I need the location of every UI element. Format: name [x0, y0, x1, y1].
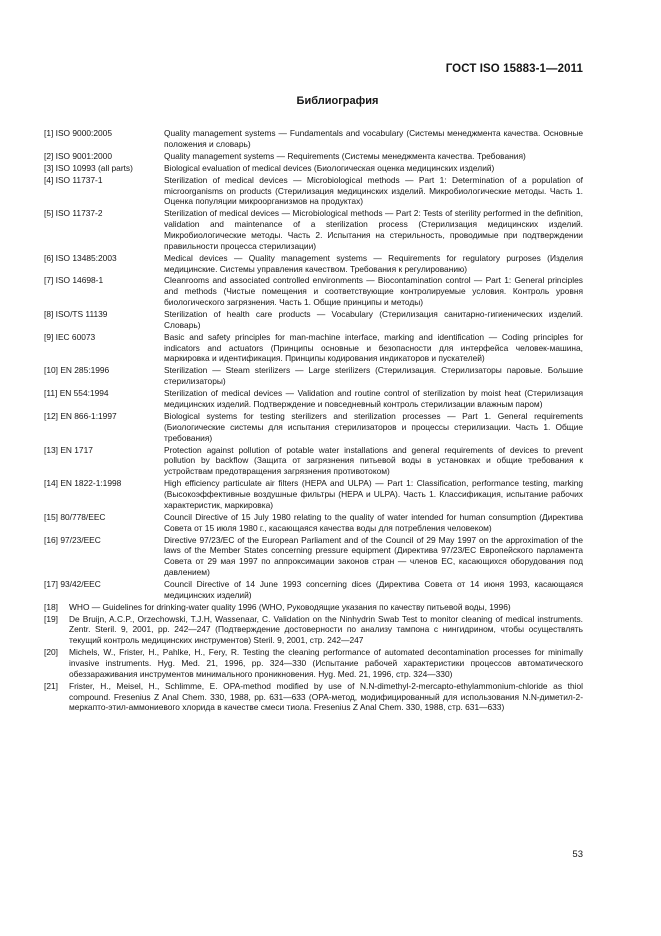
ref-code: [12] EN 866-1:1997: [44, 410, 117, 421]
list-item: [44, 478, 583, 510]
ref-code: [4] ISO 11737-1: [44, 174, 103, 185]
list-item: [44, 175, 583, 207]
ref-number: [18]: [44, 601, 58, 612]
list-item: [44, 365, 583, 387]
ref-text: High efficiency particulate air filters (HEPA and ULPA) — Part 1: Classification, performance testing, marking (Высокоэффективные воздушные фильтры (HEPA и ULPA). Часть 1. Классификация, испытание рабочих характеристик, маркировка): [164, 478, 583, 510]
ref-text: Directive 97/23/EC of the European Parliament and of the Council of 29 May 1997 on the approximation of the laws of the Member States concerning pressure equipment (Директива 97/23/ЕС Европейского парламента Совета от 29 мая 1997 по аппроксимации законов стран — членов ЕС, касающихся оборудования под давлением): [164, 534, 583, 577]
ref-code: [17] 93/42/EEC: [44, 578, 101, 589]
ref-text: Medical devices — Quality management systems — Requirements for regulatory purposes (Изделия медицинские. Системы управления качеством. Требования к регулированию): [164, 252, 583, 274]
ref-text: WHO — Guidelines for drinking-water quality 1996 (WHO, Руководящие указания по качеству питьевой воды, 1996): [69, 601, 511, 612]
ref-text: Cleanrooms and associated controlled environments — Biocontamination control — Part 1: General principles and methods (Чистые помещения и соответствующие контролируемые условия. Контроль уровня биологического загрязнения. Часть 1. Общие принципы и методы): [164, 275, 583, 308]
list-item: [44, 128, 583, 150]
ref-text: Protection against pollution of potable water installations and general requirements of devices to prevent pollution by backflow (Защита от загрязнения питьевой воды в установках и общие требования к устройствам предотвращения загрязнения противотоком): [164, 444, 583, 477]
ref-code: [10] EN 285:1996: [44, 365, 110, 376]
ref-text: Sterilization of medical devices — Microbiological methods — Part 1: Determination of a population of microorganisms on products (Стерилизация медицинских изделий. Микробиологические методы. Часть 1. Оценка популяции микроорганизмов на продуктах): [164, 174, 583, 207]
document-code-header: ГОСТ ISO 15883-1—2011: [445, 63, 583, 75]
list-item: [44, 445, 583, 477]
ref-code: [8] ISO/TS 11139: [44, 309, 108, 320]
ref-code: [13] EN 1717: [44, 444, 93, 455]
list-item: [44, 253, 583, 275]
ref-text: De Bruijn, A.C.P., Orzechowski, T.J.H, Wassenaar, C. Validation on the Ninhydrin Swab Test to monitor cleaning of medical instruments. Zentr. Steril. 9, 2001, pp. 242—247 (Подтверждение достоверности по анализу тампона с нингидрином, чтобы осуществлять текущий контроль медицинских инструментов) Steril. 9, 2001, стр. 242—247: [69, 613, 583, 646]
list-item: [44, 614, 583, 646]
ref-text: Basic and safety principles for man-machine interface, marking and identification — Coding principles for indicators and actuators (Принципы основные и безопасности для интерфейса человек-машина, маркировка и идентификация. Принципы кодирования индикаторов и пускателей): [164, 331, 583, 364]
ref-code: [15] 80/778/EEC: [44, 511, 106, 522]
list-item: [44, 208, 583, 251]
ref-text: Frister, H., Meisel, H., Schlimme, E. OPA-method modified by use of N.N-dimethyl-2-mercapto-ethylammonium-chloride as thiol compound. Fresenius Z Anal Chem. 330, 1988, pp. 631—633 (OPA-метод, модифицированный для использования N.N-диметил-2-меркапто-этил-аммониевого хлорида в качестве смеси тиола. Fresenius Z Anal Chem. 330, 1988, стр. 631—633): [69, 680, 583, 713]
ref-text: Council Directive of 14 June 1993 concerning dices (Директива Совета от 14 июня 1993, касающаяся медицинских изделий): [164, 578, 583, 600]
ref-code: [6] ISO 13485:2003: [44, 252, 117, 263]
ref-code: [7] ISO 14698-1: [44, 275, 104, 286]
ref-text: Sterilization of medical devices — Validation and routine control of sterilization by moist heat (Стерилизация медицинских изделий. Подтверждение и повседневный контроль стерилизации влажным паром): [164, 388, 583, 409]
list-item: [44, 535, 583, 578]
bibliography-list: [44, 128, 583, 714]
list-item: [44, 163, 583, 174]
ref-text: Sterilization — Steam sterilizers — Large sterilizers (Стерилизация. Стерилизаторы паровые. Большие стерилизаторы): [164, 365, 583, 387]
ref-code: [2] ISO 9001:2000: [44, 150, 112, 161]
ref-number: [20]: [44, 647, 58, 658]
ref-text: Michels, W., Frister, H., Pahlke, H., Fery, R. Testing the cleaning performance of automated decontamination processes for minimally invasive instruments. Hyg. Med. 21, 1996, pp. 324—330 (Испытание рабочей характеристики процессов автоматического обеззараживания инструментов минимального проникновения. Hyg. Med. 21, 1996, стр. 324—330): [69, 647, 583, 679]
ref-code: [1] ISO 9000:2005: [44, 128, 112, 138]
ref-code: [11] EN 554:1994: [44, 388, 109, 399]
section-title: Библиография: [296, 95, 379, 107]
list-item: [44, 332, 583, 364]
ref-code: [14] EN 1822-1:1998: [44, 478, 122, 489]
page-number: 53: [572, 849, 583, 860]
ref-text: Quality management systems — Fundamentals and vocabulary (Системы менеджмента качества. Основные положения и словарь): [164, 128, 583, 149]
ref-text: Sterilization of medical devices — Microbiological methods — Part 2: Tests of sterility performed in the definition, validation and maintenance of a sterilization process (Стерилизация медицинских изделий. Микробиологические методы. Часть 2. Испытания на стерильность, проводимые при подтверждении правильности процесса стерилизации): [164, 208, 583, 251]
list-item: [44, 151, 583, 162]
ref-text: Biological systems for testing sterilizers and sterilization processes — Part 1. General requirements (Биологические системы для испытания стерилизаторов и процессы стерилизации. Часть 1. Общие требования): [164, 410, 583, 443]
list-item: [44, 309, 583, 331]
list-item: [44, 602, 583, 613]
ref-number: [19]: [44, 613, 58, 624]
ref-text: Council Directive of 15 July 1980 relating to the quality of water intended for human consumption (Директива Совета от 15 июля 1980 г., касающаяся качества воды для потребления человеком): [164, 511, 583, 533]
list-item: [44, 681, 583, 713]
ref-text: Sterilization of health care products — Vocabulary (Стерилизация санитарно-гигиенических изделий. Словарь): [164, 309, 583, 330]
ref-code: [9] IEC 60073: [44, 331, 96, 342]
list-item: [44, 512, 583, 534]
list-item: [44, 388, 583, 410]
ref-text: Biological evaluation of medical devices (Биологическая оценка медицинских изделий): [164, 162, 495, 173]
list-item: [44, 579, 583, 601]
list-item: [44, 411, 583, 443]
ref-text: Quality management systems — Requirements (Системы менеджмента качества. Требования): [164, 150, 526, 161]
ref-number: [21]: [44, 680, 58, 691]
ref-code: [3] ISO 10993 (all parts): [44, 162, 133, 173]
list-item: [44, 647, 583, 679]
ref-code: [5] ISO 11737-2: [44, 208, 103, 219]
list-item: [44, 275, 583, 307]
ref-code: [16] 97/23/EEC: [44, 534, 101, 545]
